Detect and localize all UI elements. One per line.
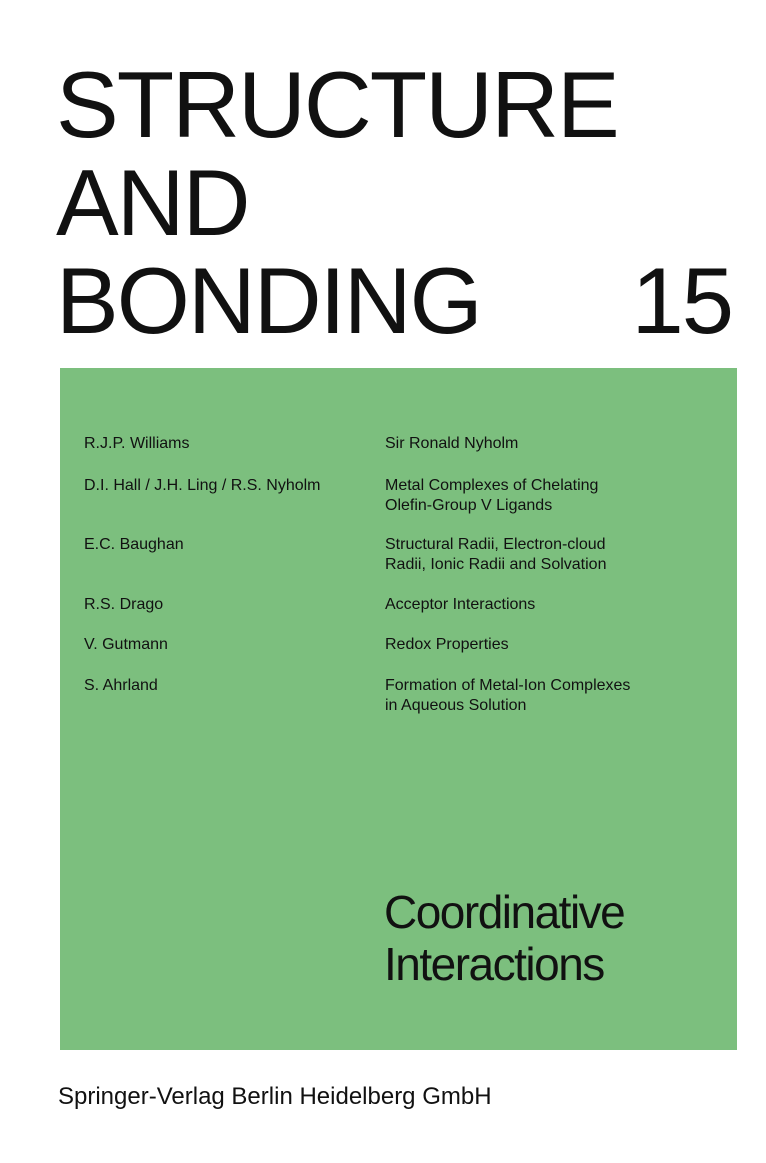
- series-title-line-3: BONDING: [56, 248, 481, 353]
- volume-number: 15: [631, 248, 732, 353]
- author-gutmann: V. Gutmann: [84, 636, 168, 653]
- chapter-title-1-line-1: Sir Ronald Nyholm: [385, 435, 519, 452]
- author-hall-ling-nyholm: D.I. Hall / J.H. Ling / R.S. Nyholm: [84, 477, 321, 494]
- volume-subtitle-line-2: Interactions: [384, 938, 604, 990]
- volume-subtitle-line-1: Coordinative: [384, 886, 625, 938]
- chapter-title-3-line-1: Structural Radii, Electron-cloud: [385, 536, 606, 553]
- author-drago: R.S. Drago: [84, 596, 164, 613]
- chapter-title-3-line-2: Radii, Ionic Radii and Solvation: [385, 556, 607, 573]
- series-title-line-2: AND: [56, 150, 249, 255]
- chapter-title-2: [385, 476, 715, 516]
- chapter-title-2-line-1: Metal Complexes of Chelating: [385, 477, 599, 494]
- contents-panel: [60, 368, 737, 1050]
- chapter-title-5-line-1: Redox Properties: [385, 636, 509, 653]
- chapter-title-4: [385, 595, 715, 615]
- publisher-imprint: Springer-Verlag Berlin Heidelberg GmbH: [58, 1083, 492, 1110]
- author-baughan: E.C. Baughan: [84, 536, 184, 553]
- chapter-title-3: [385, 535, 715, 575]
- author-ahrland: S. Ahrland: [84, 677, 158, 694]
- author-williams: R.J.P. Williams: [84, 435, 190, 452]
- chapter-title-6-line-2: in Aqueous Solution: [385, 697, 527, 714]
- chapter-title-2-line-2: Olefin-Group V Ligands: [385, 497, 553, 514]
- chapter-title-6: [385, 676, 715, 716]
- chapter-title-4-line-1: Acceptor Interactions: [385, 596, 536, 613]
- series-title-line-1: STRUCTURE: [56, 52, 618, 157]
- chapter-title-5: [385, 635, 715, 655]
- chapter-title-1: [385, 434, 715, 454]
- chapter-title-6-line-1: Formation of Metal-Ion Complexes: [385, 677, 631, 694]
- volume-subtitle: [384, 886, 624, 990]
